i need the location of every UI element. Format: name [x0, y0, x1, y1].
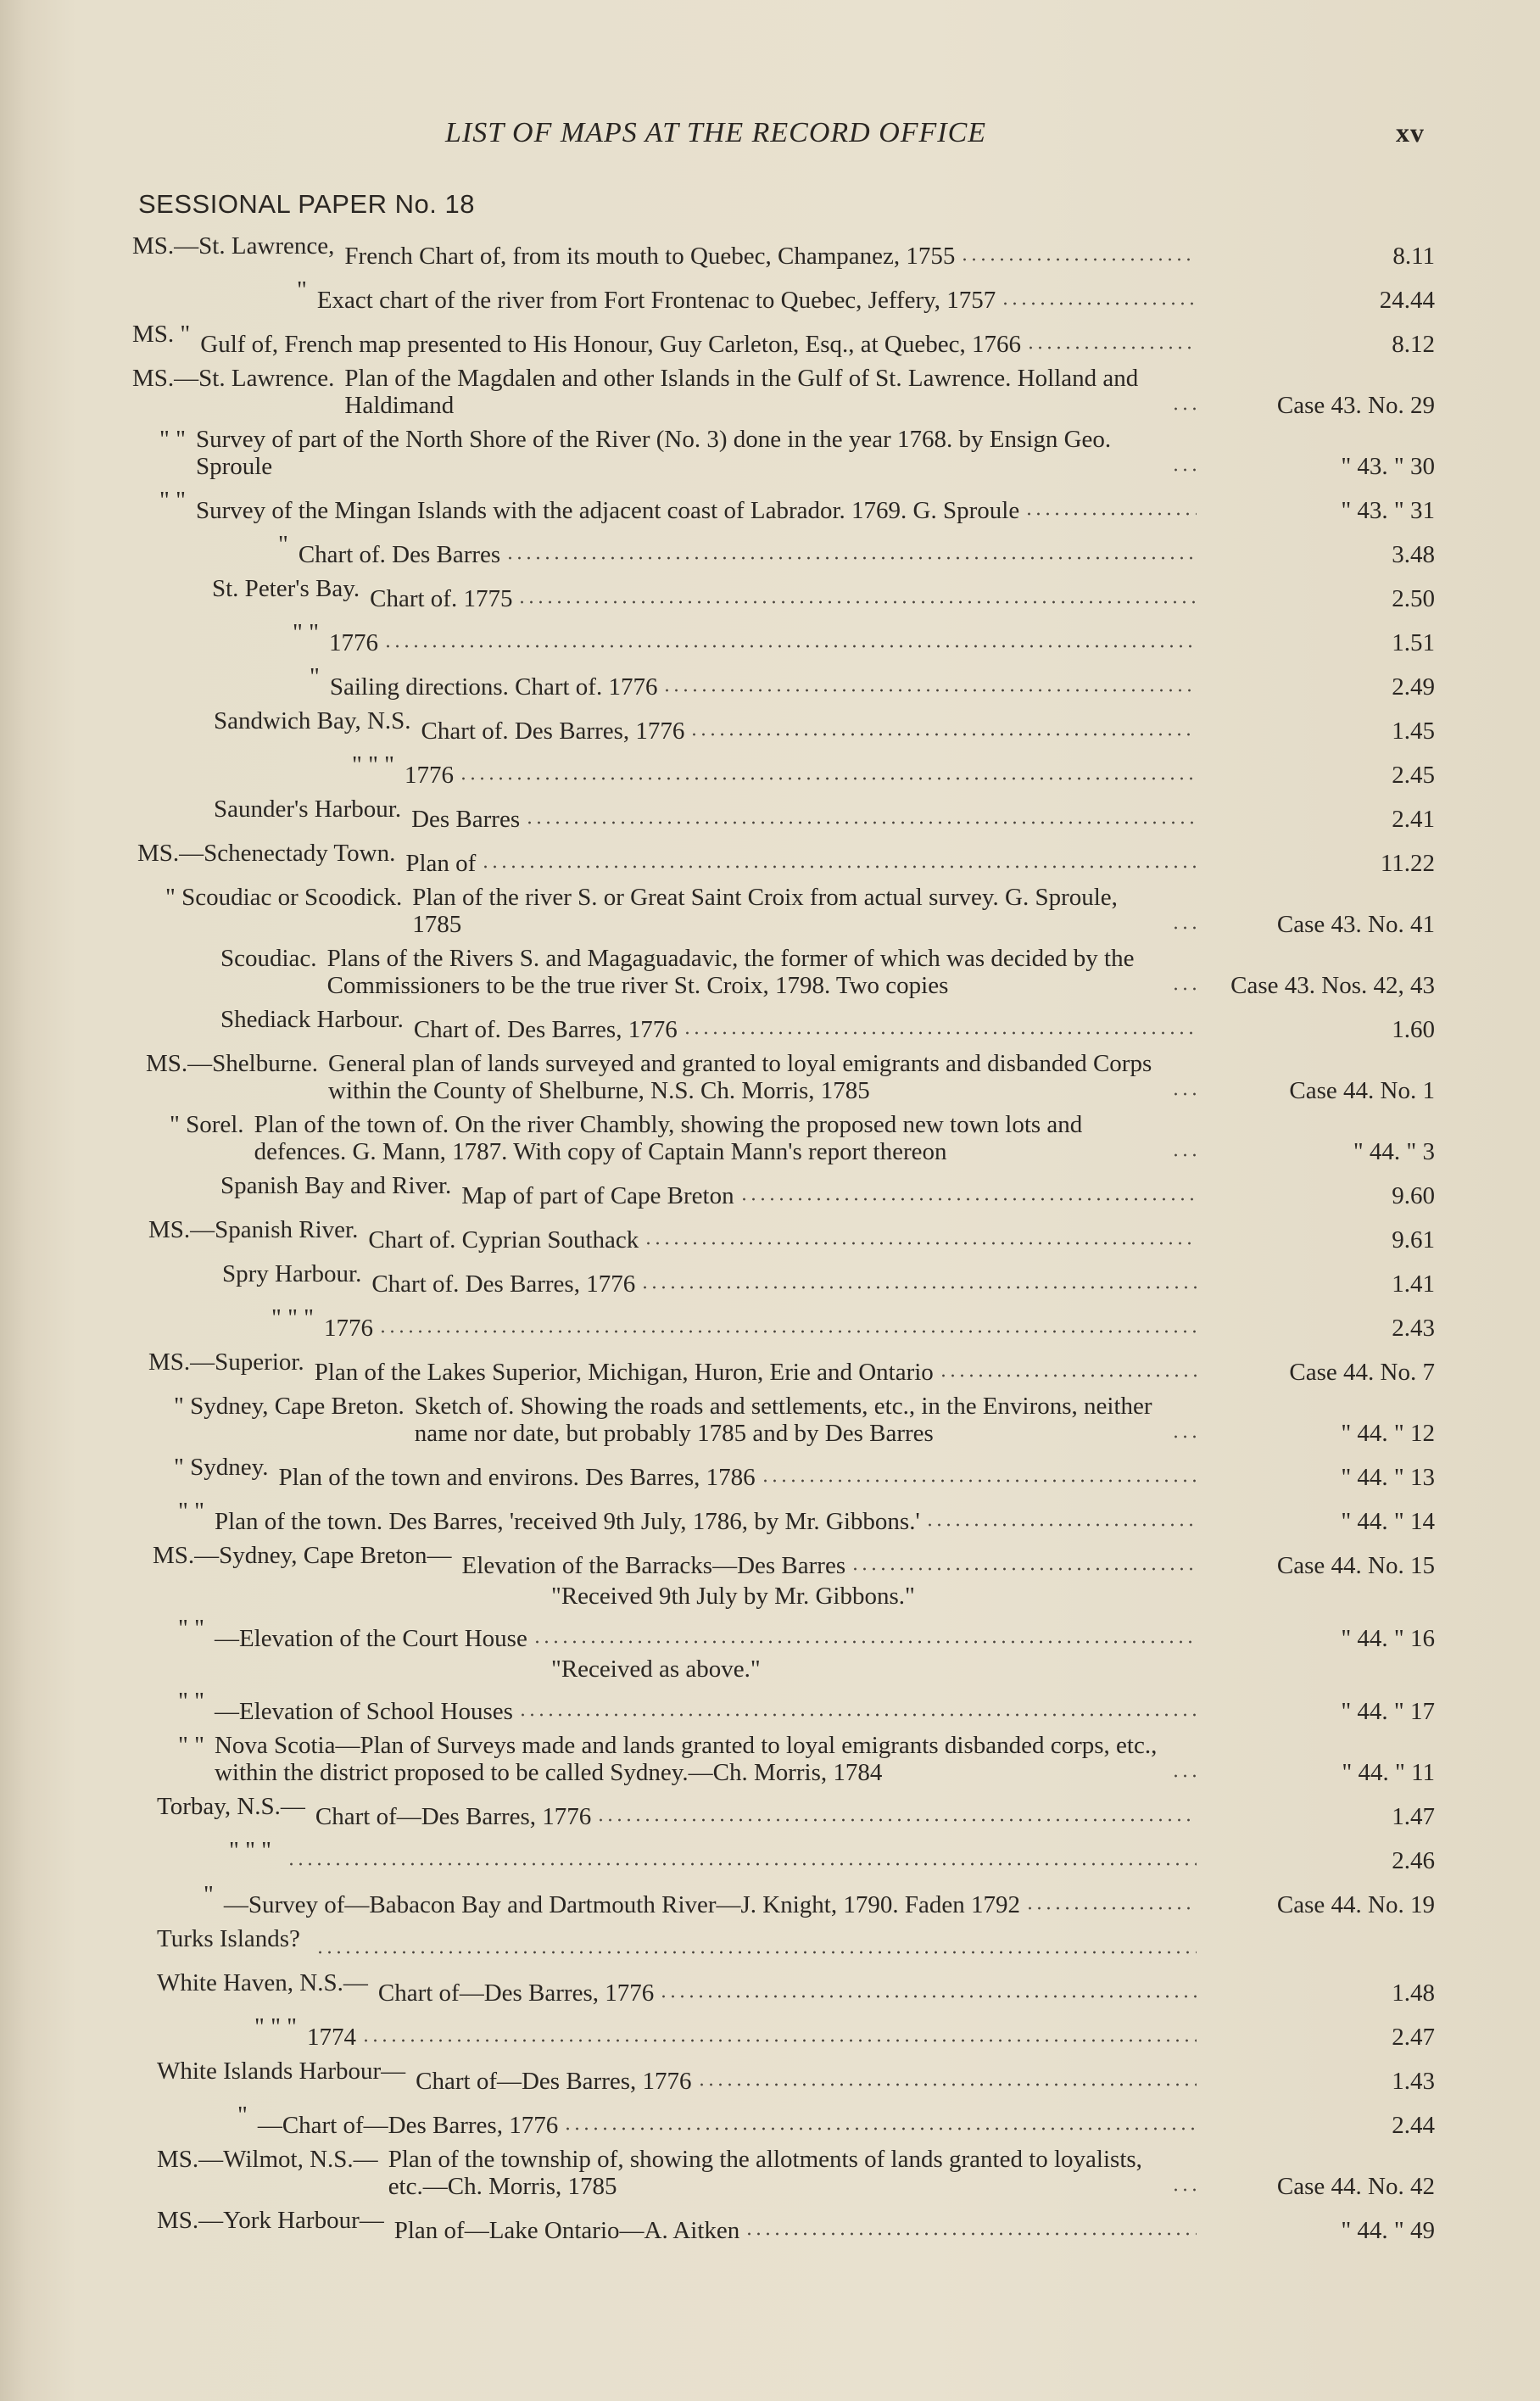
- dot-leader: [1171, 405, 1197, 412]
- entry-place: " " ": [229, 1837, 272, 1864]
- list-item: [0, 836, 1540, 880]
- entry-place: " Scoudiac or Scoodick.: [165, 884, 403, 911]
- entry-description: Chart of—Des Barres, 1776: [315, 1803, 592, 1830]
- dot-leader: [925, 1522, 1197, 1528]
- list-item: [0, 616, 1540, 660]
- list-item: [0, 660, 1540, 704]
- entry-location: Case 44. No. 1: [1289, 1077, 1435, 1104]
- entry-location: " 44. " 11: [1342, 1759, 1435, 1786]
- entry-description: Plans of the Rivers S. and Magaguadavic, the former of which was decided by the Commissioners to be the true river St. Croix, 1798. Two copies: [326, 945, 1135, 999]
- entry-place: " ": [178, 1688, 204, 1715]
- dot-leader: [644, 1240, 1197, 1247]
- dot-leader: [459, 775, 1197, 782]
- dot-leader: [640, 1284, 1197, 1291]
- entry-description: Map of part of Cape Breton: [461, 1182, 734, 1209]
- entry-location: " 43. " 30: [1341, 453, 1435, 480]
- dot-leader: [761, 1477, 1197, 1484]
- entry-place: MS.—York Harbour—: [157, 2207, 384, 2234]
- list-item: [0, 1389, 1540, 1450]
- dot-leader: [1171, 1091, 1197, 1097]
- dot-leader: [533, 1639, 1197, 1645]
- entry-location: 1.41: [1392, 1270, 1435, 1298]
- entry-place: MS.—Shelburne.: [146, 1050, 318, 1077]
- dot-leader: [739, 1196, 1197, 1203]
- entry-location: 1.60: [1392, 1016, 1435, 1043]
- entry-place: " Sydney.: [174, 1454, 269, 1481]
- entry-description: Sailing directions. Chart of. 1776: [329, 673, 658, 701]
- entry-place: MS.—Sydney, Cape Breton—: [153, 1542, 452, 1569]
- entry-description: Plan of—Lake Ontario—A. Aitken: [393, 2217, 740, 2244]
- dot-leader: [960, 256, 1197, 263]
- entry-place: " ": [178, 1615, 204, 1642]
- entry-description: Chart of. Des Barres, 1776: [371, 1270, 636, 1298]
- list-item: [0, 2203, 1540, 2247]
- list-item: [0, 273, 1540, 317]
- entry-location: " 44. " 13: [1341, 1464, 1435, 1491]
- dot-leader: [518, 1711, 1197, 1718]
- entry-description: Plan of the town of. On the river Chambly, showing the proposed new town lots and defences. G. Mann, 1787. With copy of Captain Mann's report thereon: [254, 1111, 1083, 1165]
- entry-location: Case 43. Nos. 42, 43: [1230, 972, 1435, 999]
- entry-description: Chart of. 1775: [370, 585, 513, 612]
- dot-leader: [596, 1817, 1197, 1823]
- entry-location: 2.47: [1392, 2024, 1435, 2051]
- entry-place: MS. ": [132, 321, 191, 348]
- entry-location: 9.61: [1392, 1226, 1435, 1254]
- dot-leader: [1024, 511, 1197, 517]
- page-number: xv: [1396, 117, 1425, 148]
- entry-place: " Sorel.: [170, 1111, 244, 1138]
- entry-description: Plan of the township of, showing the allotments of lands granted to loyalists, etc.—Ch. Morris, 1785: [388, 2146, 1142, 2200]
- entry-description: Chart of—Des Barres, 1776: [377, 1979, 655, 2007]
- list-item: [0, 317, 1540, 361]
- entry-description: Plan of the Magdalen and other Islands in the Gulf of St. Lawrence. Holland and Haldimand: [344, 365, 1139, 419]
- entry-description: Nova Scotia—Plan of Surveys made and lands granted to loyal emigrants disbanded corps, etc., within the district proposed to be called Sydney.—Ch. Morris, 1784: [214, 1732, 1158, 1786]
- entry-place: " " ": [254, 2013, 298, 2041]
- entry-description: Chart of. Cyprian Southack: [368, 1226, 639, 1254]
- entry-place: " ": [159, 426, 186, 453]
- entry-location: 1.47: [1392, 1803, 1435, 1830]
- map-list: [0, 229, 1540, 2247]
- entry-location: 11.22: [1380, 850, 1435, 877]
- list-item: [0, 1966, 1540, 2010]
- entry-place: White Haven, N.S.—: [157, 1969, 368, 1996]
- entry-description: Chart of. Des Barres, 1776: [413, 1016, 678, 1043]
- entry-description: 1774: [307, 2024, 357, 2051]
- dot-leader: [1171, 1433, 1197, 1440]
- entry-location: " 44. " 3: [1353, 1138, 1435, 1165]
- dot-leader: [745, 2231, 1197, 2237]
- dot-leader: [1171, 1773, 1197, 1779]
- list-item: [0, 1257, 1540, 1301]
- entry-place: " ": [293, 619, 319, 646]
- entry-location: 1.45: [1392, 718, 1435, 745]
- dot-leader: [1001, 300, 1197, 307]
- entry-location: 9.60: [1392, 1182, 1435, 1209]
- entry-place: MS.—St. Lawrence.: [132, 365, 335, 392]
- dot-leader: [1171, 2186, 1197, 2193]
- list-item: [0, 1611, 1540, 1656]
- dot-leader: [525, 819, 1197, 826]
- entry-location: Case 44. No. 7: [1289, 1359, 1435, 1386]
- list-item: [0, 1213, 1540, 1257]
- list-item: [0, 1922, 1540, 1966]
- entry-location: Case 44. No. 42: [1276, 2173, 1435, 2200]
- entry-location: 1.51: [1392, 629, 1435, 656]
- dot-leader: [697, 2081, 1197, 2088]
- entry-place: ": [204, 1881, 214, 1908]
- dot-leader: [659, 1993, 1197, 2000]
- entry-note: "Received 9th July by Mr. Gibbons.": [551, 1583, 915, 1610]
- entry-location: 2.46: [1392, 1847, 1435, 1874]
- list-item: [0, 880, 1540, 941]
- dot-leader: [689, 731, 1197, 738]
- entry-place: MS.—Schenectady Town.: [137, 840, 396, 867]
- entry-place: " ": [159, 487, 186, 514]
- dot-leader: [1026, 344, 1197, 351]
- list-item: [0, 1450, 1540, 1494]
- entry-location: 1.43: [1392, 2068, 1435, 2095]
- entry-description: Plan of the river S. or Great Saint Croix from actual survey. G. Sproule, 1785: [412, 884, 1118, 938]
- dot-leader: [383, 643, 1197, 650]
- entry-location: 2.49: [1392, 673, 1435, 701]
- entry-description: Chart of. Des Barres: [298, 541, 501, 568]
- list-item: [0, 2098, 1540, 2142]
- list-item: [0, 1728, 1540, 1790]
- entry-description: 1776: [405, 762, 455, 789]
- entry-place: Scoudiac.: [220, 945, 317, 972]
- entry-description: —Survey of—Babacon Bay and Dartmouth River—J. Knight, 1790. Faden 1792: [223, 1891, 1020, 1918]
- entry-location: 2.50: [1392, 585, 1435, 612]
- entry-description: Gulf of, French map presented to His Honour, Guy Carleton, Esq., at Quebec, 1766: [200, 331, 1021, 358]
- list-item: [0, 1684, 1540, 1728]
- entry-place: Shediack Harbour.: [220, 1006, 404, 1033]
- entry-description: Chart of. Des Barres, 1776: [421, 718, 685, 745]
- entry-place: White Islands Harbour—: [157, 2058, 406, 2085]
- dot-leader: [1171, 466, 1197, 473]
- entry-location: 8.12: [1392, 331, 1435, 358]
- list-item: [0, 1169, 1540, 1213]
- entry-place: ": [278, 531, 288, 558]
- dot-leader: [939, 1372, 1197, 1379]
- dot-leader: [1171, 1152, 1197, 1159]
- entry-location: Case 44. No. 15: [1276, 1552, 1435, 1579]
- entry-note: "Received as above.": [551, 1656, 761, 1683]
- list-item: [0, 1834, 1540, 1878]
- entry-location: " 44. " 12: [1341, 1420, 1435, 1447]
- dot-leader: [287, 1861, 1197, 1868]
- entry-description: French Chart of, from its mouth to Quebec, Champanez, 1755: [344, 243, 956, 270]
- list-item: [0, 2010, 1540, 2054]
- page-header: [136, 117, 1442, 159]
- list-item: [0, 1538, 1540, 1583]
- dot-leader: [1025, 1905, 1197, 1912]
- entry-place: MS.—Spanish River.: [148, 1216, 359, 1243]
- entry-place: " " ": [271, 1304, 315, 1332]
- entry-description: Exact chart of the river from Fort Frontenac to Quebec, Jeffery, 1757: [316, 287, 996, 314]
- list-item: [0, 1345, 1540, 1389]
- entry-description: Plan of the Lakes Superior, Michigan, Huron, Erie and Ontario: [314, 1359, 934, 1386]
- entry-location: " 44. " 14: [1341, 1508, 1435, 1535]
- entry-place: " ": [178, 1732, 204, 1759]
- entry-place: Spanish Bay and River.: [220, 1172, 452, 1199]
- entry-location: " 44. " 49: [1341, 2217, 1435, 2244]
- dot-leader: [1171, 986, 1197, 992]
- list-item: [0, 1301, 1540, 1345]
- entry-description: Elevation of the Barracks—Des Barres: [461, 1552, 846, 1579]
- entry-description: General plan of lands surveyed and granted to loyal emigrants and disbanded Corps within the County of Shelburne, N.S. Ch. Morris, 1785: [328, 1050, 1152, 1104]
- list-item: [0, 2054, 1540, 2098]
- list-item: [0, 361, 1540, 422]
- entry-description: Survey of part of the North Shore of the River (No. 3) done in the year 1768. by Ensign Geo. Sproule: [195, 426, 1112, 480]
- dot-leader: [315, 1949, 1197, 1956]
- entry-place: Spry Harbour.: [222, 1260, 362, 1287]
- entry-description: Survey of the Mingan Islands with the adjacent coast of Labrador. 1769. G. Sproule: [195, 497, 1020, 524]
- entry-place: Turks Islands?: [157, 1925, 300, 1952]
- list-item: [0, 528, 1540, 572]
- dot-leader: [563, 2125, 1197, 2132]
- list-item: [0, 1494, 1540, 1538]
- dot-leader: [481, 863, 1197, 870]
- list-item: [0, 1047, 1540, 1108]
- dot-leader: [1171, 924, 1197, 931]
- entry-location: 2.44: [1392, 2112, 1435, 2139]
- entry-description: 1776: [328, 629, 378, 656]
- dot-leader: [361, 2037, 1197, 2044]
- entry-description: Plan of the town. Des Barres, 'received 9th July, 1786, by Mr. Gibbons.': [214, 1508, 920, 1535]
- entry-description: Sketch of. Showing the roads and settlements, etc., in the Environs, neither name nor date, but probably 1785 and by Des Barres: [414, 1393, 1152, 1447]
- entry-location: 8.11: [1392, 243, 1435, 270]
- entry-location: 3.48: [1392, 541, 1435, 568]
- dot-leader: [517, 599, 1197, 606]
- entry-description: Des Barres: [411, 806, 521, 833]
- list-item: [0, 483, 1540, 528]
- entry-place: MS.—Superior.: [148, 1348, 304, 1376]
- list-item: [0, 2142, 1540, 2203]
- entry-location: " 44. " 16: [1341, 1625, 1435, 1652]
- entry-description: —Elevation of School Houses: [214, 1698, 513, 1725]
- entry-location: Case 44. No. 19: [1276, 1891, 1435, 1918]
- list-item: [0, 941, 1540, 1002]
- list-item: [0, 1790, 1540, 1834]
- entry-place: " ": [178, 1498, 204, 1525]
- entry-description: —Chart of—Des Barres, 1776: [257, 2112, 559, 2139]
- entry-description: Chart of—Des Barres, 1776: [416, 2068, 692, 2095]
- entry-place: Saunder's Harbour.: [214, 796, 402, 823]
- entry-place: ": [297, 276, 307, 304]
- dot-leader: [505, 555, 1197, 561]
- entry-place: " " ": [352, 751, 395, 779]
- list-item: [0, 1108, 1540, 1169]
- sessional-paper-label: SESSIONAL PAPER No. 18: [138, 189, 475, 219]
- entry-place: Sandwich Bay, N.S.: [214, 707, 411, 734]
- entry-location: Case 43. No. 29: [1276, 392, 1435, 419]
- entry-place: Torbay, N.S.—: [157, 1793, 305, 1820]
- entry-place: ": [310, 663, 320, 690]
- entry-location: 2.43: [1392, 1315, 1435, 1342]
- entry-location: 2.45: [1392, 762, 1435, 789]
- entry-place: St. Peter's Bay.: [212, 575, 360, 602]
- entry-description: Plan of: [405, 850, 477, 877]
- dot-leader: [851, 1566, 1197, 1572]
- list-item: [0, 572, 1540, 616]
- entry-location: 2.41: [1392, 806, 1435, 833]
- entry-location: 1.48: [1392, 1979, 1435, 2007]
- dot-leader: [378, 1328, 1197, 1335]
- list-item: [0, 792, 1540, 836]
- list-item: [0, 704, 1540, 748]
- dot-leader: [683, 1030, 1197, 1036]
- running-title: LIST OF MAPS AT THE RECORD OFFICE: [445, 117, 987, 148]
- list-item: [0, 1002, 1540, 1047]
- list-item: [0, 748, 1540, 792]
- entry-place: MS.—Wilmot, N.S.—: [157, 2146, 378, 2173]
- dot-leader: [662, 687, 1197, 694]
- entry-place: ": [237, 2102, 248, 2129]
- entry-description: 1776: [324, 1315, 374, 1342]
- entry-place: " Sydney, Cape Breton.: [174, 1393, 405, 1420]
- list-item: [0, 229, 1540, 273]
- entry-place: MS.—St. Lawrence,: [132, 232, 335, 260]
- entry-location: Case 43. No. 41: [1276, 911, 1435, 938]
- entry-description: Plan of the town and environs. Des Barres, 1786: [278, 1464, 756, 1491]
- list-item: [0, 1878, 1540, 1922]
- entry-location: " 44. " 17: [1341, 1698, 1435, 1725]
- entry-location: 24.44: [1379, 287, 1435, 314]
- list-item: [0, 422, 1540, 483]
- entry-location: " 43. " 31: [1341, 497, 1435, 524]
- entry-description: —Elevation of the Court House: [214, 1625, 527, 1652]
